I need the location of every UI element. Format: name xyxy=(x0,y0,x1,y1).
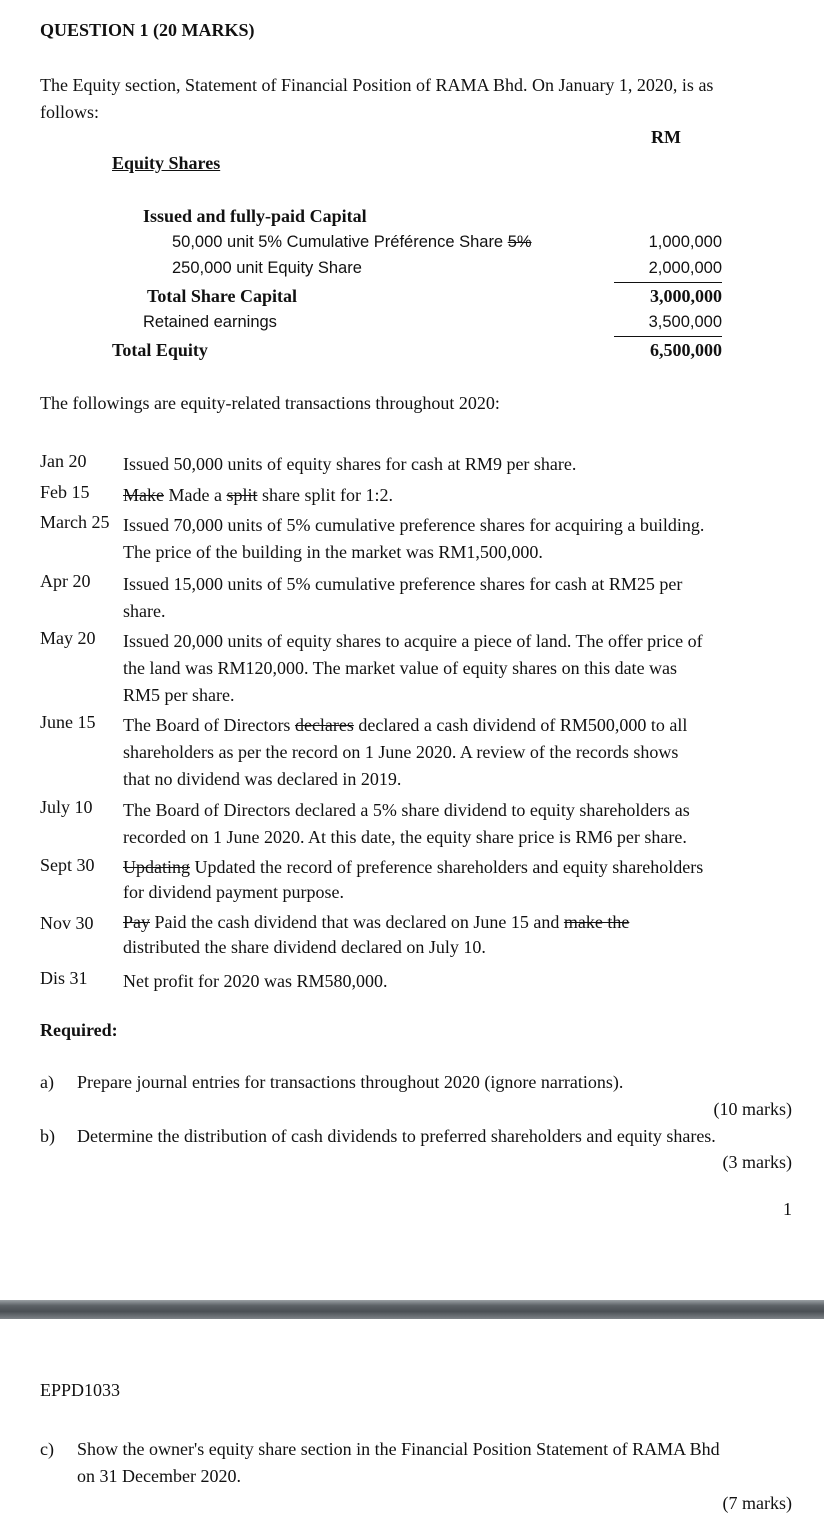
transaction-text: Issued 20,000 units of equity shares to acquire a piece of land. The offer price of xyxy=(123,631,703,651)
equity-shares-heading: Equity Shares xyxy=(112,153,221,173)
transaction-date: Sept 30 xyxy=(40,855,95,875)
transaction-text: RM5 per share. xyxy=(123,685,235,705)
total-equity-amount: 6,500,000 xyxy=(650,340,722,360)
intro-line-1: The Equity section, Statement of Financial Position of RAMA Bhd. On January 1, 2020, is as xyxy=(40,75,714,95)
transaction-row xyxy=(40,512,800,566)
transaction-text: share. xyxy=(123,601,166,621)
intro-line-2: follows: xyxy=(40,102,100,122)
currency-header: RM xyxy=(651,127,681,147)
transaction-date: March 25 xyxy=(40,512,110,532)
transaction-date: Jan 20 xyxy=(40,451,87,471)
transaction-row xyxy=(40,797,800,851)
preference-share-amount: 1,000,000 xyxy=(648,233,722,251)
issued-capital-heading: Issued and fully-paid Capital xyxy=(143,206,367,226)
transaction-text: Paid the cash dividend that was declared on June 15 and xyxy=(150,912,564,932)
transaction-text: Issued 70,000 units of 5% cumulative preference shares for acquiring a building. xyxy=(123,515,705,535)
equity-share-amount: 2,000,000 xyxy=(648,259,722,277)
part-a-letter: a) xyxy=(40,1072,54,1092)
transaction-text: The Board of Directors xyxy=(123,715,295,735)
transaction-row xyxy=(40,968,800,995)
transaction-row xyxy=(40,910,800,964)
total-equity-label: Total Equity xyxy=(112,340,208,360)
required-heading: Required: xyxy=(40,1020,118,1040)
transaction-text: distributed the share dividend declared on July 10. xyxy=(123,937,486,957)
retained-earnings-label: Retained earnings xyxy=(143,313,277,331)
struck-text: split xyxy=(226,485,258,505)
struck-text: 5% xyxy=(507,233,532,251)
total-rule xyxy=(614,336,722,337)
subtotal-rule xyxy=(614,282,722,283)
part-b-text: Determine the distribution of cash dividends to preferred shareholders and equity shares. xyxy=(77,1126,716,1146)
preference-share-row xyxy=(172,233,532,252)
transaction-text: Made a xyxy=(163,485,227,505)
page-break-band xyxy=(0,1300,824,1319)
struck-text: make the xyxy=(563,912,630,932)
transaction-text: Net profit for 2020 was RM580,000. xyxy=(123,971,388,991)
struck-text: Updating xyxy=(123,857,190,877)
part-a-text: Prepare journal entries for transactions throughout 2020 (ignore narrations). xyxy=(77,1072,624,1092)
total-share-capital-amount: 3,000,000 xyxy=(650,286,722,306)
part-c-line-2: on 31 December 2020. xyxy=(77,1466,241,1486)
part-a-marks: (10 marks) xyxy=(713,1099,792,1119)
transaction-text: recorded on 1 June 2020. At this date, the equity share price is RM6 per share. xyxy=(123,827,687,847)
transaction-text: declared a cash dividend of RM500,000 to all xyxy=(353,715,688,735)
part-b-marks: (3 marks) xyxy=(722,1152,792,1172)
transaction-row xyxy=(40,571,800,625)
retained-earnings-amount: 3,500,000 xyxy=(648,313,722,331)
transaction-text: The price of the building in the market was RM1,500,000. xyxy=(123,542,543,562)
struck-text: Make xyxy=(123,485,164,505)
transaction-row xyxy=(40,628,800,709)
transaction-text: The Board of Directors declared a 5% share dividend to equity shareholders as xyxy=(123,800,690,820)
struck-text: declares xyxy=(294,715,354,735)
transaction-text: the land was RM120,000. The market value of equity shares on this date was xyxy=(123,658,678,678)
transaction-date: Nov 30 xyxy=(40,913,94,933)
transaction-text: Issued 50,000 units of equity shares for cash at RM9 per share. xyxy=(123,454,577,474)
transaction-row xyxy=(40,482,800,509)
part-c-line-1: Show the owner's equity share section in the Financial Position Statement of RAMA Bhd xyxy=(77,1439,720,1459)
transaction-row xyxy=(40,451,800,478)
transaction-row xyxy=(40,712,800,793)
struck-text: Pay xyxy=(123,912,150,932)
total-share-capital-label: Total Share Capital xyxy=(147,286,298,306)
transactions-intro: The followings are equity-related transactions throughout 2020: xyxy=(40,393,500,413)
transaction-date: July 10 xyxy=(40,797,93,817)
transaction-row xyxy=(40,855,800,909)
transaction-text: Updated the record of preference shareholders and equity shareholders xyxy=(190,857,704,877)
transaction-date: Dis 31 xyxy=(40,968,88,988)
transaction-text: shareholders as per the record on 1 June 2020. A review of the records shows xyxy=(123,742,679,762)
part-b-letter: b) xyxy=(40,1126,55,1146)
page-number: 1 xyxy=(783,1199,792,1219)
transaction-text: Issued 15,000 units of 5% cumulative preference shares for cash at RM25 per xyxy=(123,574,683,594)
preference-share-label: 50,000 unit 5% Cumulative Préférence Share xyxy=(172,233,504,251)
transaction-date: May 20 xyxy=(40,628,96,648)
transaction-text: share split for 1:2. xyxy=(257,485,393,505)
part-c-marks: (7 marks) xyxy=(722,1493,792,1513)
transaction-date: June 15 xyxy=(40,712,96,732)
equity-share-label: 250,000 unit Equity Share xyxy=(172,259,362,277)
transaction-date: Feb 15 xyxy=(40,482,90,502)
question-title: QUESTION 1 (20 MARKS) xyxy=(40,20,255,40)
course-code: EPPD1033 xyxy=(40,1380,121,1400)
transaction-text: that no dividend was declared in 2019. xyxy=(123,769,402,789)
transaction-text: for dividend payment purpose. xyxy=(123,882,344,902)
transaction-date: Apr 20 xyxy=(40,571,91,591)
part-c-letter: c) xyxy=(40,1439,54,1459)
